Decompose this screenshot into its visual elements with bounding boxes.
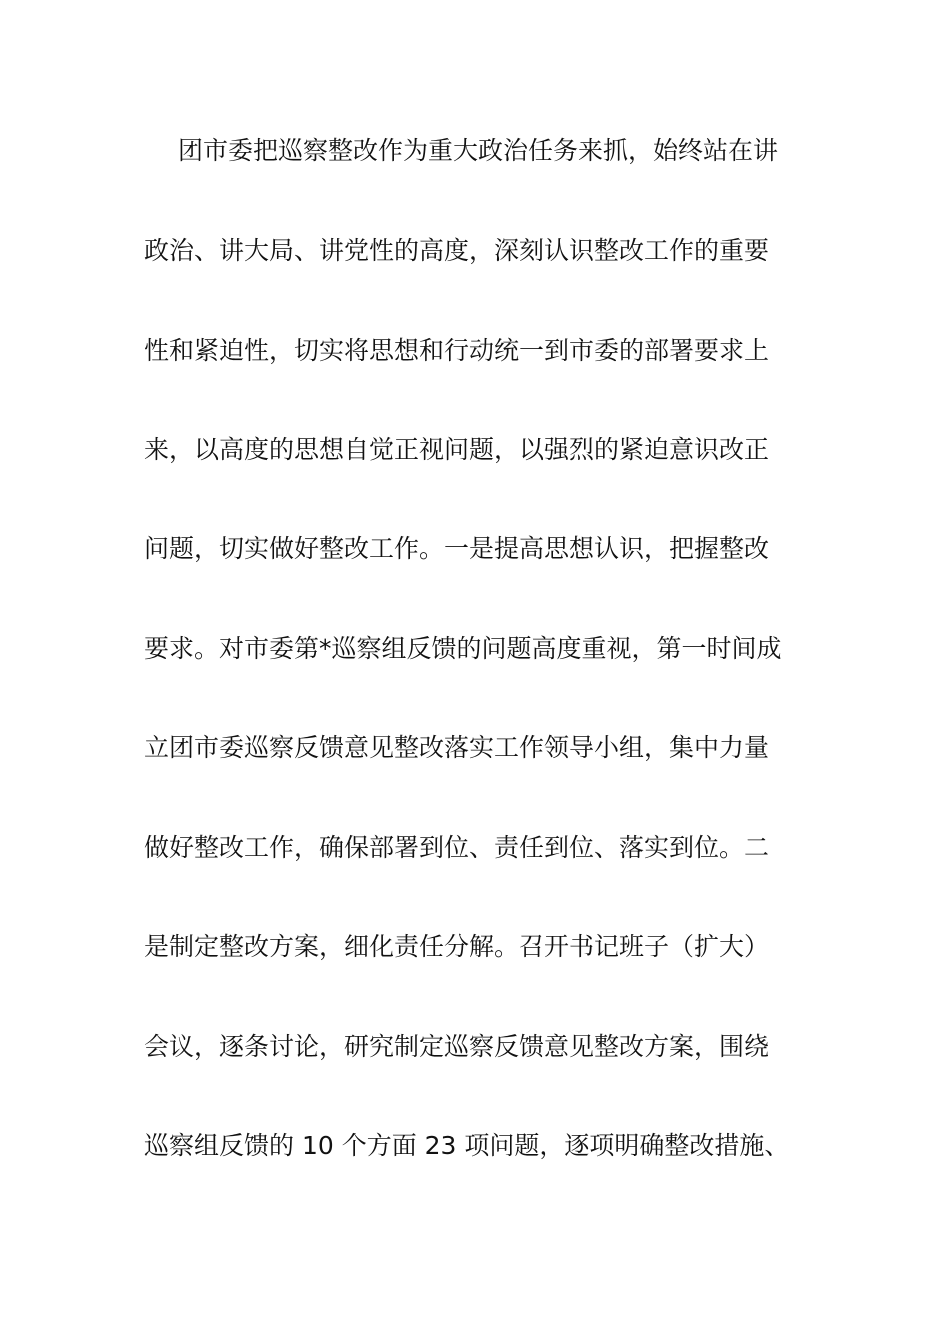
paragraph-line-7: 立团市委巡察反馈意见整改落实工作领导小组，集中力量 <box>144 733 770 762</box>
paragraph-line-2: 政治、讲大局、讲党性的高度，深刻认识整改工作的重要 <box>144 236 770 265</box>
paragraph-line-8: 做好整改工作，确保部署到位、责任到位、落实到位。二 <box>144 833 770 862</box>
paragraph-line-11: 巡察组反馈的 10 个方面 23 项问题，逐项明确整改措施、 <box>144 1131 790 1160</box>
paragraph-line-4: 来，以高度的思想自觉正视问题，以强烈的紧迫意识改正 <box>144 435 770 464</box>
paragraph-line-3: 性和紧迫性，切实将思想和行动统一到市委的部署要求上 <box>144 336 770 365</box>
paragraph-line-5: 问题，切实做好整改工作。一是提高思想认识，把握整改 <box>144 534 770 563</box>
paragraph-line-1: 团市委把巡察整改作为重大政治任务来抓，始终站在讲 <box>178 136 779 165</box>
paragraph-line-6: 要求。对市委第*巡察组反馈的问题高度重视，第一时间成 <box>144 634 782 663</box>
paragraph-line-9: 是制定整改方案，细化责任分解。召开书记班子（扩大） <box>144 932 770 961</box>
paragraph-line-10: 会议，逐条讨论，研究制定巡察反馈意见整改方案，围绕 <box>144 1032 770 1061</box>
